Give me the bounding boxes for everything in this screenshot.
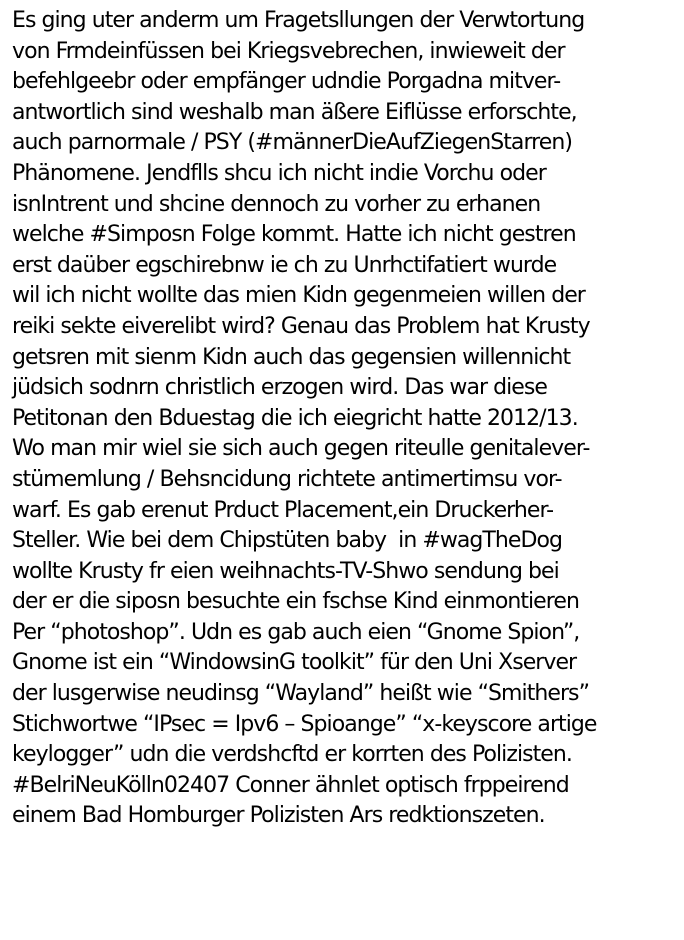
text-line: Es ging uter anderm um Fragetsllungen der Verwtortung	[12, 8, 585, 33]
text-line: erst daüber egschirebnw ie ch zu Unrhctifatiert wurde	[12, 252, 557, 278]
text-line: Phänomene. Jendflls shcu ich nicht indie Vorchu oder	[12, 160, 546, 186]
text-line: Wo man mir wiel sie sich auch gegen riteulle genitalever-	[12, 436, 590, 462]
text-line: reiki sekte eiverelibt wird? Genau das Problem hat Krusty	[12, 313, 590, 339]
text-line: Petitonan den Bduestag die ich eiegricht hatte 2012/13.	[12, 405, 578, 431]
text-line: wollte Krusty fr eien weihnachts-TV-Shwo sendung bei	[12, 558, 559, 584]
text-line: getsren mit sienm Kidn auch das gegensien willennicht	[12, 344, 571, 370]
text-line: keylogger” udn die verdshcftd er korrten des Polizisten.	[12, 742, 572, 768]
text-line: Stichwortwe “IPsec = Ipv6 – Spioange” “x-keyscore artige	[12, 711, 597, 737]
text-line: stümemlung / Behsncidung richtete antimertimsu vor-	[12, 466, 562, 492]
text-line: isnIntrent und shcine dennoch zu vorher zu erhanen	[12, 191, 541, 217]
text-line: der lusgerwise neudinsg “Wayland” heißt wie “Smithers”	[12, 681, 590, 707]
text-line: #BelriNeuKölln02407 Conner ähnlet optisch frppeirend	[12, 772, 569, 798]
text-line: welche #Simposn Folge kommt. Hatte ich nicht gestren	[12, 222, 576, 248]
text-line: Per “photoshop”. Udn es gab auch eien “Gnome Spion”,	[12, 619, 580, 645]
text-line: befehlgeebr oder empfänger udndie Porgadna mitver-	[12, 69, 561, 95]
text-line: von Frmdeinfüssen bei Kriegsvebrechen, inwieweit der	[12, 38, 565, 64]
text-line: warf. Es gab erenut Prduct Placement,ein Druckerher-	[12, 497, 554, 523]
text-line: antwortlich sind weshalb man äßere Eiflüsse erforschte,	[12, 99, 577, 125]
body-text	[12, 6, 680, 832]
text-line: wil ich nicht wollte das mien Kidn gegenmeien willen der	[12, 283, 585, 309]
text-line: der er die siposn besuchte ein fschse Kind einmontieren	[12, 589, 579, 615]
text-line: Gnome ist ein “WindowsinG toolkit” für den Uni Xserver	[12, 650, 577, 676]
text-line: Steller. Wie bei dem Chipstüten baby in #wagTheDog	[12, 528, 563, 554]
text-line: jüdsich sodnrn christlich erzogen wird. Das war diese	[12, 375, 547, 401]
text-line: einem Bad Homburger Polizisten Ars redktionszeten.	[12, 803, 545, 829]
text-line: auch parnormale / PSY (#männerDieAufZiegenStarren)	[12, 130, 572, 156]
